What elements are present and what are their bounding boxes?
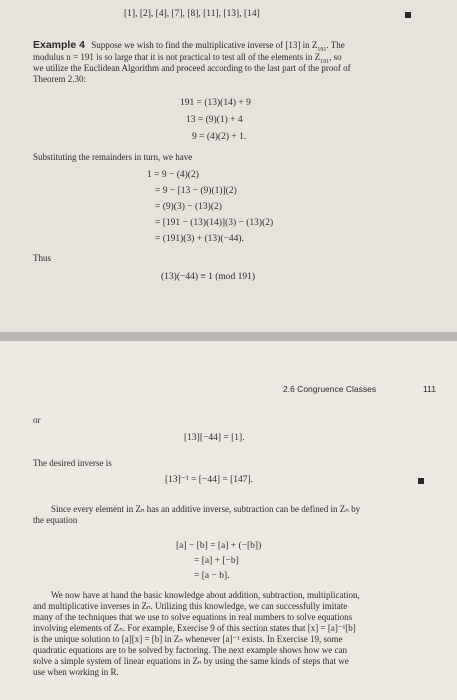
or-text: or	[33, 415, 41, 425]
final-paragraph-line: many of the techniques that we use to solve equations in real numbers to solve equations	[33, 612, 353, 622]
substitution-step: = (191)(3) + (13)(−44).	[155, 234, 244, 244]
subtraction-step: = [a − b].	[194, 571, 230, 581]
substitution-step: 1 = 9 − (4)(2)	[147, 170, 199, 180]
euclid-step: 191 = (13)(14) + 9	[180, 98, 251, 108]
thus-text: Thus	[33, 253, 51, 263]
substitution-step: = 9 − [13 − (9)(1)](2)	[155, 186, 237, 196]
example-intro-end: . The	[326, 40, 345, 50]
class-equation: [13][−44] = [1].	[184, 433, 245, 443]
final-paragraph-line: We now have at hand the basic knowledge about addition, subtraction, multiplication,	[51, 590, 360, 600]
final-paragraph-line: is the unique solution to [a][x] = [b] in Zₙ whenever [a]⁻¹ exists. In Exercise 19, some	[33, 634, 343, 644]
subtraction-step: = [a] + [−b]	[194, 556, 239, 566]
final-paragraph-line: solve a simple system of linear equations in Zₙ by using the same kinds of steps that we	[33, 656, 349, 666]
final-paragraph-line: quadratic equations are to be solved by factoring. The next example shows how we can	[33, 645, 347, 655]
paragraph-line: Theorem 2.30:	[33, 74, 86, 84]
final-paragraph-line: involving elements of Zₙ. For example, Exercise 9 of this section states that [x] = [a]⁻¹[b]	[33, 623, 356, 633]
bottom-page	[0, 341, 457, 700]
top-page	[0, 0, 457, 332]
desired-inverse-text: The desired inverse is	[33, 458, 112, 468]
final-paragraph-line: and multiplicative inverses in Zₙ. Utilizing this knowledge, we can successfully imitate	[33, 601, 348, 611]
since-text: the equation	[33, 515, 78, 525]
substitution-step: = [191 − (13)(14)](3) − (13)(2)	[155, 218, 274, 228]
euclid-step: 13 = (9)(1) + 4	[186, 115, 243, 125]
paragraph-line: we utilize the Euclidean Algorithm and proceed according to the last part of the proof of	[33, 63, 351, 73]
example-intro-sub: 191	[317, 46, 327, 53]
end-of-proof-square	[405, 12, 411, 18]
inverse-equation: [13]⁻¹ = [−44] = [147].	[165, 475, 254, 485]
euclid-step: 9 = (4)(2) + 1.	[192, 132, 247, 142]
congruence-result: (13)(−44) ≡ 1 (mod 191)	[161, 272, 256, 282]
running-header-page: 111	[423, 384, 436, 394]
example-intro: Suppose we wish to find the multiplicative inverse of [13] in Z	[91, 40, 318, 50]
running-header-section: 2.6 Congruence Classes	[283, 384, 377, 394]
residue-list: [1], [2], [4], [7], [8], [11], [13], [14]	[124, 9, 260, 19]
page-divider	[0, 332, 457, 341]
since-text: Since every element in Zₙ has an additive inverse, subtraction can be defined in Zₙ by	[51, 504, 361, 514]
end-of-proof-square	[418, 478, 424, 484]
final-paragraph-line: use when working in R.	[33, 667, 119, 677]
substituting-text: Substituting the remainders in turn, we have	[33, 152, 193, 162]
paragraph-text: modulus n = 191 is so large that it is not practical to test all of the elements in Z	[33, 52, 321, 62]
example-label: Example 4	[33, 39, 85, 51]
substitution-step: = (9)(3) − (13)(2)	[155, 202, 222, 212]
subtraction-step: [a] − [b] = [a] + (−[b])	[176, 541, 262, 551]
paragraph-text-end: , so	[329, 52, 342, 62]
paragraph-sub: 191	[320, 58, 330, 65]
